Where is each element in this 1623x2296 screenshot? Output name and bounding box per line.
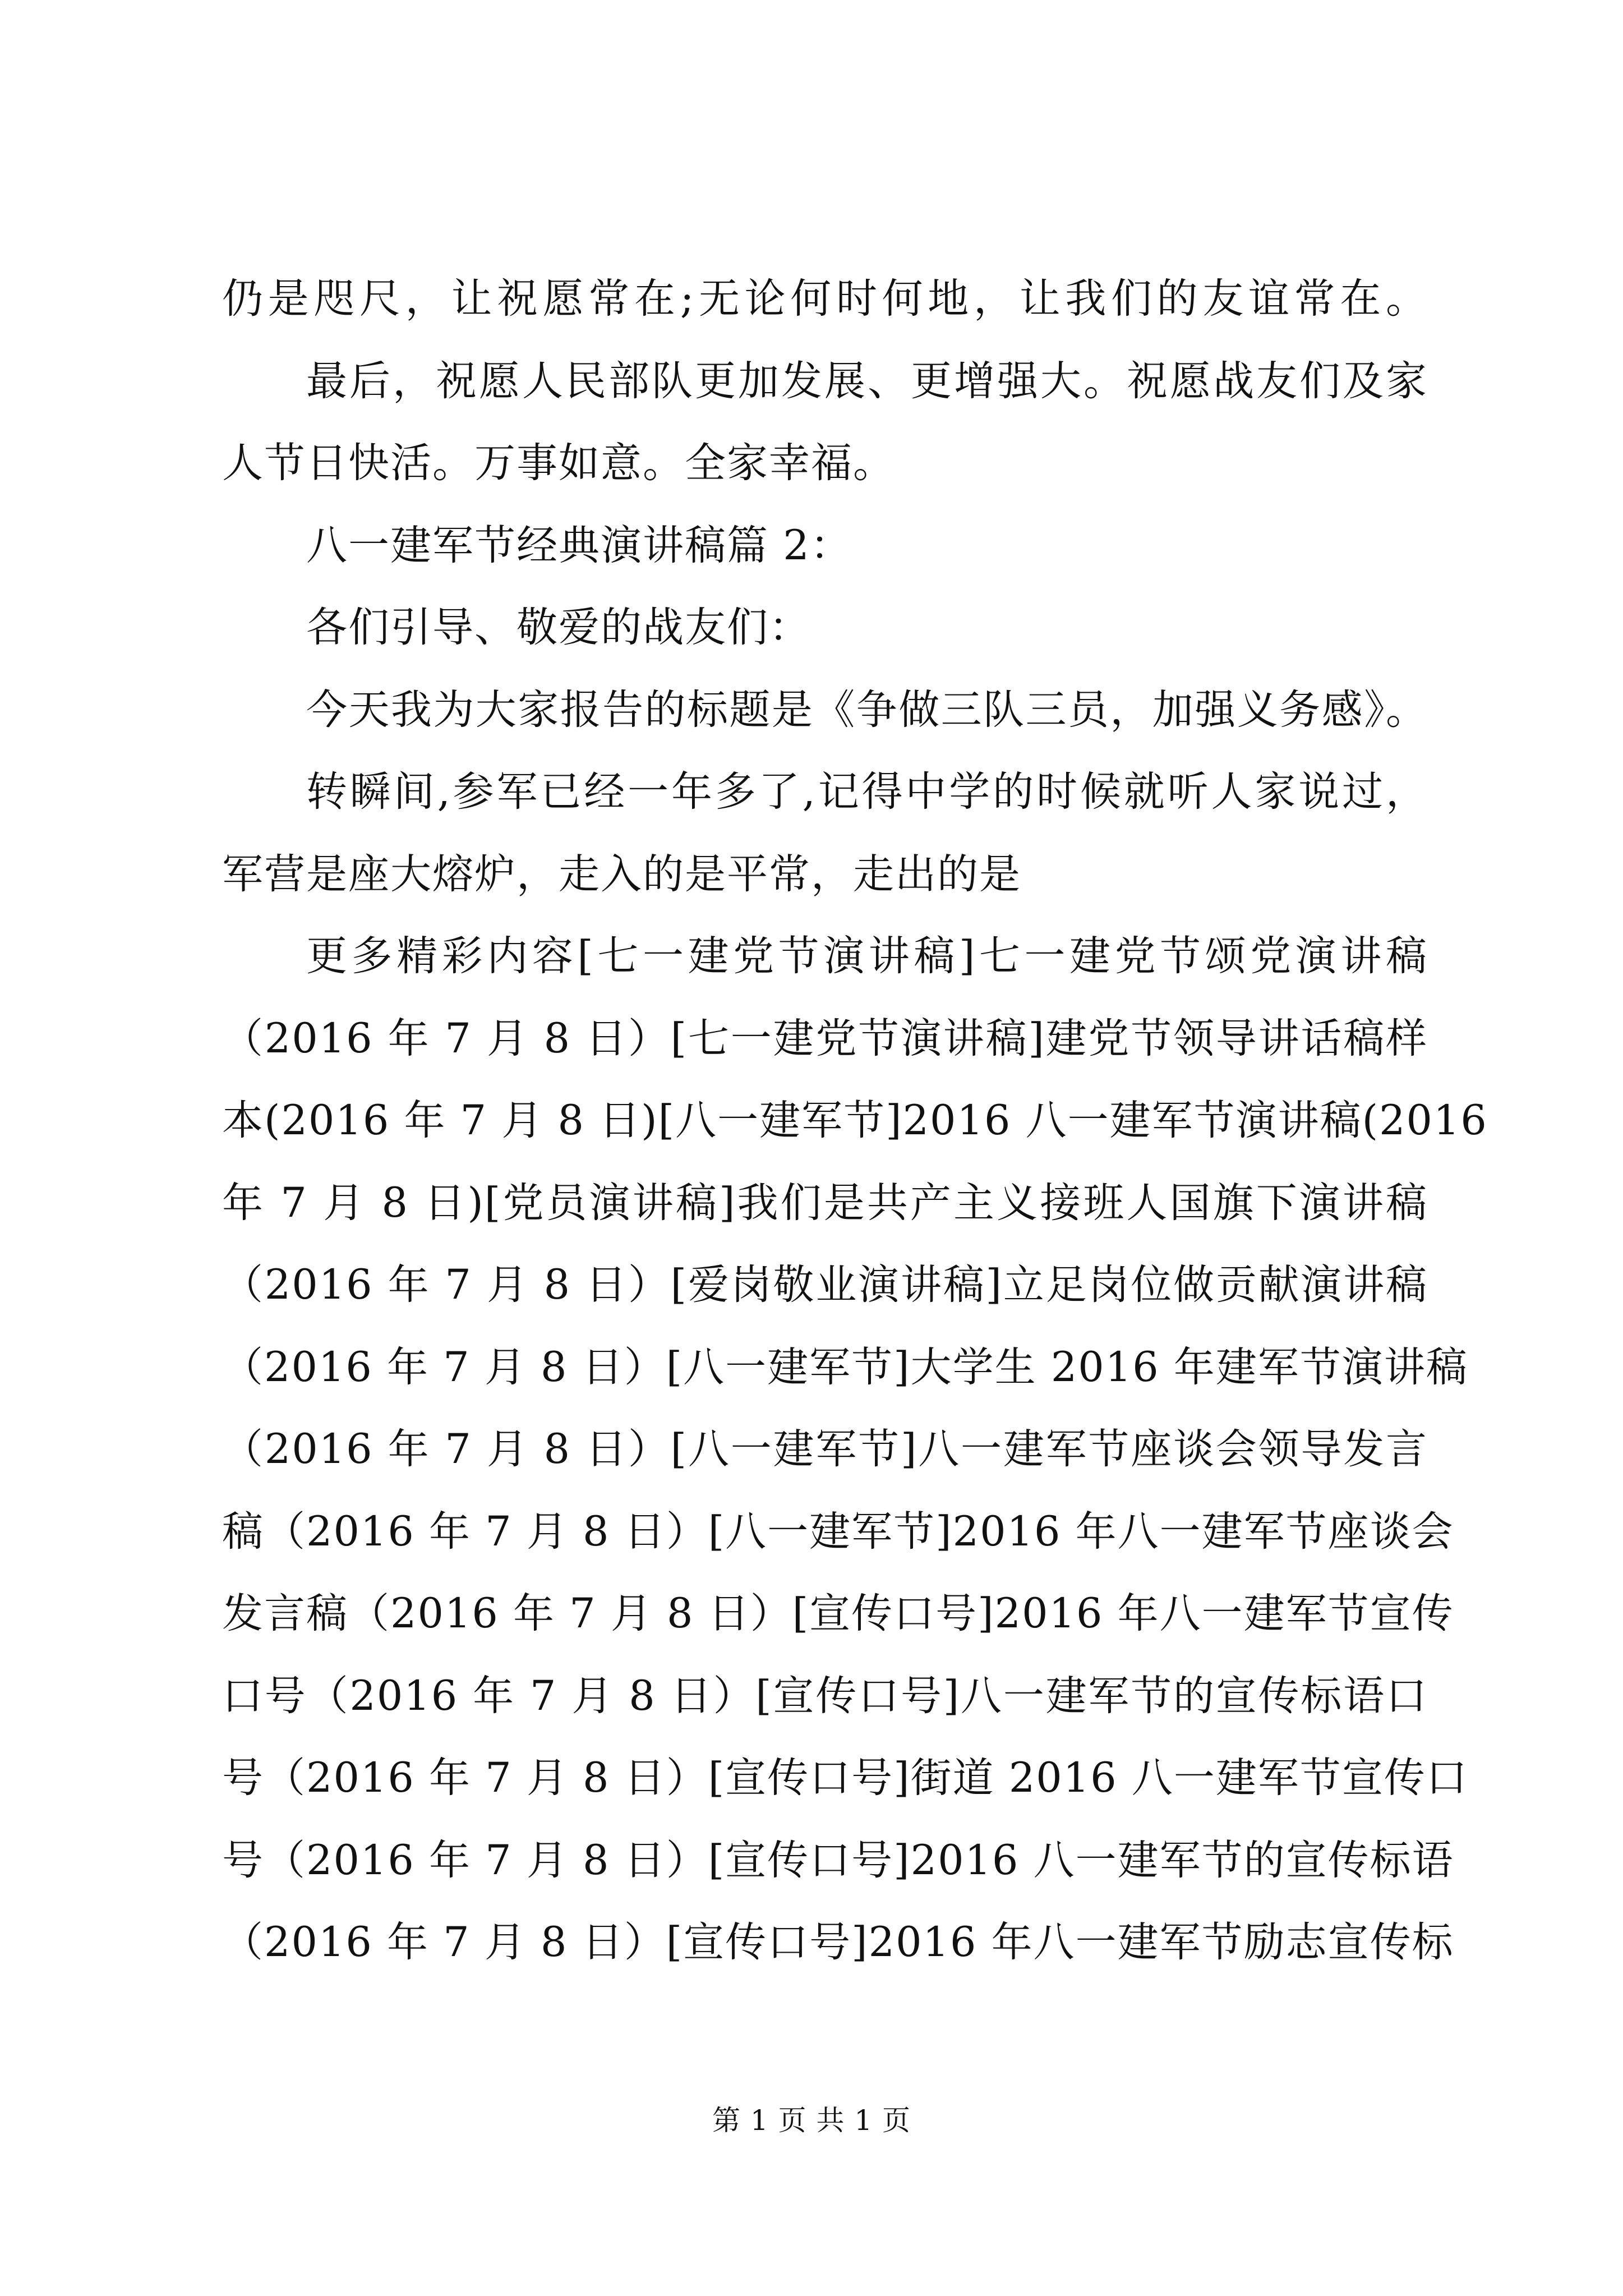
section-heading: 八一建军节经典演讲稿篇 2：: [306, 521, 852, 569]
related-content-line: 口号（2016 年 7 月 8 日）[宣传口号]八一建军节的宣传标语口: [222, 1672, 1428, 1720]
related-content-line: （2016 年 7 月 8 日）[七一建党节演讲稿]建党节领导讲话稿样: [222, 1014, 1428, 1062]
related-content-line: 年 7 月 8 日)[党员演讲稿]我们是共产主义接班人国旗下演讲稿: [222, 1179, 1428, 1227]
related-content-line: （2016 年 7 月 8 日）[八一建军节]大学生 2016 年建军节演讲稿: [222, 1343, 1468, 1391]
text-line: 今天我为大家报告的标题是《争做三队三员，加强义务感》。: [306, 685, 1428, 734]
page-footer: [0, 2101, 1623, 2140]
related-content-line: 号（2016 年 7 月 8 日）[宣传口号]2016 八一建军节的宣传标语: [222, 1836, 1454, 1884]
text-line: 仍是咫尺，让祝愿常在;无论何时何地，让我们的友谊常在。: [222, 275, 1428, 323]
text-line: 转瞬间,参军已经一年多了,记得中学的时候就听人家说过，: [306, 768, 1428, 816]
related-content-line: 号（2016 年 7 月 8 日）[宣传口号]街道 2016 八一建军节宣传口: [222, 1754, 1468, 1802]
related-content-line: 更多精彩内容[七一建党节演讲稿]七一建党节颂党演讲稿: [306, 932, 1428, 980]
related-content-line: （2016 年 7 月 8 日）[宣传口号]2016 年八一建军节励志宣传标: [222, 1918, 1454, 1966]
related-content-line: （2016 年 7 月 8 日）[八一建军节]八一建军节座谈会领导发言: [222, 1425, 1428, 1473]
text-line: 最后，祝愿人民部队更加发展、更增强大。祝愿战友们及家: [306, 357, 1428, 405]
related-content-line: 本(2016 年 7 月 8 日)[八一建军节]2016 八一建军节演讲稿(2016: [222, 1097, 1488, 1144]
related-content-line: 发言稿（2016 年 7 月 8 日）[宣传口号]2016 年八一建军节宣传: [222, 1590, 1454, 1637]
text-line: 人节日快活。万事如意。全家幸福。: [222, 439, 895, 487]
page-number: 第 1 页 共 1 页: [712, 2104, 911, 2137]
document-body: [222, 258, 1488, 1984]
salutation-line: 各们引导、敬爱的战友们：: [306, 604, 811, 651]
related-content-line: 稿（2016 年 7 月 8 日）[八一建军节]2016 年八一建军节座谈会: [222, 1507, 1454, 1556]
text-line: 军营是座大熔炉，走入的是平常，走出的是: [222, 850, 1021, 898]
related-content-line: （2016 年 7 月 8 日）[爱岗敬业演讲稿]立足岗位做贡献演讲稿: [222, 1261, 1428, 1309]
